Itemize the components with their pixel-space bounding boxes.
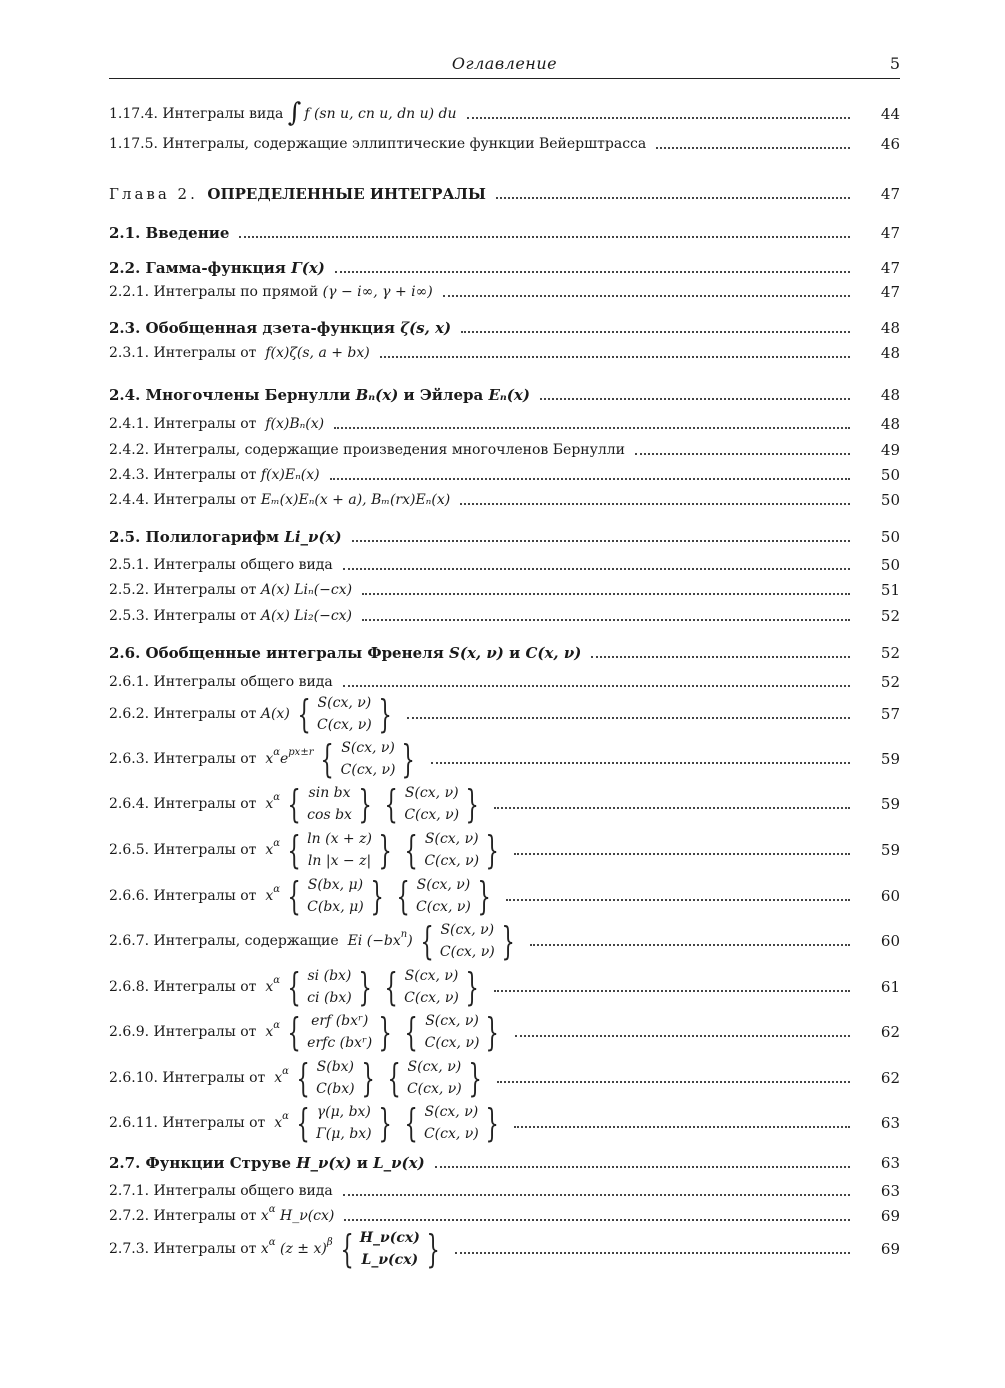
entry-formula-2: Eₙ(x): [488, 385, 530, 404]
leader-dots: [540, 398, 850, 400]
entry-page: 63: [880, 1181, 900, 1200]
entry-formula-2: L_ν(x): [373, 1153, 425, 1172]
leader-dots: [343, 685, 850, 687]
toc-entry[interactable]: [109, 828, 900, 872]
leader-dots: [460, 503, 850, 505]
entry-label: 2.4.1. Интегралы от: [109, 416, 257, 432]
entry-label-2: и Эйлера: [403, 385, 484, 404]
leader-dots: [431, 762, 850, 764]
entry-page: 63: [880, 1113, 900, 1132]
toc-entry[interactable]: [109, 1101, 900, 1145]
stack-top: S(bx): [316, 1059, 355, 1075]
leader-dots: [362, 619, 850, 621]
entry-prefix: x: [265, 842, 274, 858]
toc-section-entry[interactable]: [109, 317, 900, 339]
leader-dots: [352, 540, 850, 542]
entry-page: 47: [880, 258, 900, 277]
leader-dots: [514, 1126, 850, 1128]
toc-entry[interactable]: [109, 465, 900, 485]
leader-dots: [656, 147, 850, 149]
entry-formula: Γ(x): [291, 258, 325, 277]
toc-entry[interactable]: [109, 343, 900, 363]
leader-dots: [335, 271, 850, 273]
leader-dots: [461, 331, 850, 333]
entry-sup: α: [282, 1066, 289, 1077]
entry-sup: α: [273, 792, 280, 803]
entry-label: 2.6. Обобщенные интегралы Френеля: [109, 643, 444, 662]
entry-formula: f(x)ζ(s, a + bx): [265, 345, 370, 361]
entry-sup: α: [268, 1204, 276, 1215]
entry-sup: n: [400, 929, 408, 940]
entry-sup: α: [273, 747, 280, 758]
brace-stack: { S(cx, ν) C(cx, ν) }: [420, 919, 515, 963]
stack-bottom: L_ν(cx): [361, 1252, 419, 1268]
entry-formula: S(x, ν): [449, 643, 504, 662]
integral-sign: ∫: [287, 98, 302, 128]
entry-formula: f(x)Eₙ(x): [260, 467, 320, 483]
entry-label: 2.6.7. Интегралы, содержащие: [109, 933, 339, 949]
entry-sup: α: [273, 884, 280, 895]
brace-stack: { S(cx, ν) C(cx, ν) }: [396, 874, 491, 918]
toc-section-entry[interactable]: [109, 384, 900, 406]
stack-top: S(cx, ν): [440, 922, 495, 938]
entry-page: 60: [880, 931, 900, 950]
brace-stack: { S(bx, μ) C(bx, μ) }: [287, 874, 384, 918]
stack-bottom: C(cx, ν): [404, 807, 460, 823]
brace-stack: { S(cx, ν) C(cx, ν) }: [387, 1056, 482, 1100]
leader-dots: [494, 807, 850, 809]
entry-label: 2.6.11. Интегралы от: [109, 1115, 266, 1131]
toc-entry[interactable]: [109, 782, 900, 826]
leader-dots: [591, 656, 850, 658]
entry-prefix: x: [265, 751, 274, 767]
stack-bottom: C(cx, ν): [424, 853, 480, 869]
stack-top: S(cx, ν): [424, 1104, 479, 1120]
stack-bottom: ln |x − z|: [307, 853, 372, 869]
entry-page: 52: [880, 606, 900, 625]
toc-entry[interactable]: [109, 1010, 900, 1054]
entry-label: 2.2. Гамма-функция: [109, 258, 286, 277]
entry-formula: ζ(s, x): [400, 318, 452, 337]
entry-page: 50: [880, 465, 900, 484]
brace-stack: { S(cx, ν) C(cx, ν) }: [404, 1101, 499, 1145]
toc-entry[interactable]: [109, 440, 900, 460]
stack-bottom: C(cx, ν): [406, 1081, 462, 1097]
toc-entry[interactable]: [109, 1227, 900, 1271]
entry-page: 62: [880, 1022, 900, 1041]
entry-sup: α: [273, 838, 280, 849]
toc-entry[interactable]: [109, 737, 900, 781]
entry-page: 59: [880, 749, 900, 768]
entry-sup-2: β: [326, 1237, 333, 1248]
entry-label: 2.6.4. Интегралы от: [109, 796, 257, 812]
entry-prefix: x: [274, 1115, 283, 1131]
leader-dots: [494, 990, 850, 992]
header-page-number: 5: [889, 54, 900, 73]
entry-label: 2.7.2. Интегралы от: [109, 1208, 257, 1224]
chapter-prefix: Глава 2.: [109, 184, 198, 203]
leader-dots: [635, 453, 850, 455]
stack-top: S(cx, ν): [341, 740, 395, 756]
entry-label: 2.5.2. Интегралы от: [109, 582, 257, 598]
entry-label: 2.6.3. Интегралы от: [109, 751, 257, 767]
entry-label: 2.6.1. Интегралы общего вида: [109, 674, 333, 690]
brace-stack: { S(cx, ν) C(cx, ν) }: [404, 828, 499, 872]
stack-top: S(cx, ν): [404, 968, 459, 984]
entry-formula: Bₙ(x): [355, 385, 399, 404]
entry-prefix: Ei (−bx: [347, 933, 401, 949]
entry-label: 2.1. Введение: [109, 223, 230, 242]
toc-section-entry[interactable]: [109, 1152, 900, 1174]
entry-prefix: x: [260, 1208, 269, 1224]
entry-label: 2.6.2. Интегралы от: [109, 706, 257, 722]
entry-label: 2.2.1. Интегралы по прямой: [109, 284, 319, 300]
entry-page: 62: [880, 1068, 900, 1087]
stack-bottom: C(cx, ν): [340, 762, 396, 778]
toc-entry[interactable]: [109, 606, 900, 626]
entry-page: 63: [880, 1153, 900, 1172]
toc-entry[interactable]: [109, 414, 900, 434]
toc-section-entry[interactable]: [109, 526, 900, 548]
leader-dots: [497, 1081, 850, 1083]
stack-bottom: ci (bx): [307, 990, 352, 1006]
leader-dots: [467, 117, 850, 119]
entry-page: 52: [880, 643, 900, 662]
stack-top: erf (bxʳ): [311, 1013, 369, 1029]
entry-label: 2.5.1. Интегралы общего вида: [109, 557, 333, 573]
toc-entry[interactable]: [109, 1205, 900, 1227]
brace-stack: { erf (bxʳ) erfc (bxʳ) }: [287, 1010, 393, 1054]
entry-label-2: и: [509, 643, 521, 662]
leader-dots: [343, 1194, 850, 1196]
entry-label: 2.4. Многочлены Бернулли: [109, 385, 351, 404]
brace-stack: { S(cx, ν) C(cx, ν) }: [384, 965, 479, 1009]
entry-label: 2.3. Обобщенная дзета-функция: [109, 318, 395, 337]
stack-bottom: C(cx, ν): [416, 899, 471, 915]
stack-top: ln (x + z): [307, 831, 372, 847]
brace-stack: { S(cx, ν) C(cx, ν) }: [384, 782, 479, 826]
toc-entry[interactable]: [109, 672, 900, 692]
entry-label: 2.6.8. Интегралы от: [109, 979, 257, 995]
entry-label: 2.5.3. Интегралы от: [109, 608, 257, 624]
entry-prefix-2: (z ± x): [279, 1241, 327, 1257]
entry-label: 1.17.4. Интегралы вида: [109, 106, 284, 122]
entry-prefix-2: e: [279, 751, 289, 767]
entry-label: 2.4.3. Интегралы от: [109, 467, 257, 483]
entry-label: 2.4.4. Интегралы от: [109, 492, 257, 508]
toc-entry[interactable]: [109, 490, 900, 510]
brace-stack: { S(cx, ν) C(cx, ν) }: [320, 737, 416, 781]
chapter-title: ОПРЕДЕЛЕННЫЕ ИНТЕГРАЛЫ: [207, 184, 486, 203]
stack-top: S(cx, ν): [424, 831, 479, 847]
entry-page: 51: [880, 580, 900, 599]
entry-page: 46: [880, 134, 900, 153]
header-title: Оглавление: [451, 54, 558, 73]
leader-dots: [380, 356, 850, 358]
toc-section-entry[interactable]: [109, 257, 900, 279]
entry-page: 61: [880, 977, 900, 996]
stack-top: H_ν(cx): [359, 1230, 420, 1246]
entry-label: 2.6.6. Интегралы от: [109, 888, 257, 904]
stack-bottom: cos bx: [307, 807, 352, 823]
stack-bottom: C(cx, ν): [439, 944, 495, 960]
entry-sup: α: [273, 1020, 280, 1031]
entry-label: 2.6.5. Интегралы от: [109, 842, 257, 858]
leader-dots: [407, 717, 850, 719]
entry-page: 47: [880, 282, 900, 301]
toc-entry[interactable]: [109, 580, 900, 600]
entry-label: 2.7.1. Интегралы общего вида: [109, 1183, 333, 1199]
entry-prefix: x: [265, 796, 274, 812]
leader-dots: [435, 1166, 850, 1168]
leader-dots: [239, 236, 850, 238]
entry-label: 2.5. Полилогарифм: [109, 527, 280, 546]
toc-entry[interactable]: [109, 692, 900, 736]
stack-top: γ(μ, bx): [316, 1104, 371, 1120]
stack-top: S(bx, μ): [307, 877, 364, 893]
entry-label: 2.4.2. Интегралы, содержащие произведения многочленов Бернулли: [109, 442, 625, 458]
toc-section-entry[interactable]: [109, 222, 900, 244]
stack-top: sin bx: [308, 785, 351, 801]
running-header: [109, 50, 900, 79]
entry-page: 50: [880, 490, 900, 509]
leader-dots: [506, 899, 850, 901]
entry-formula: Eₘ(x)Eₙ(x + a), Bₘ(rx)Eₙ(x): [260, 492, 451, 508]
entry-label: 2.7. Функции Струве: [109, 1153, 292, 1172]
entry-page: 69: [880, 1206, 900, 1225]
leader-dots: [515, 1035, 850, 1037]
entry-page: 47: [880, 184, 900, 203]
entry-prefix: x: [260, 1241, 269, 1257]
entry-page: 59: [880, 794, 900, 813]
toc-entry[interactable]: [109, 1056, 900, 1100]
brace-stack: { γ(μ, bx) Γ(μ, bx) }: [296, 1101, 392, 1145]
entry-sup: α: [273, 975, 280, 986]
stack-bottom: C(cx, ν): [404, 990, 459, 1006]
leader-dots: [443, 295, 850, 297]
entry-page: 47: [880, 223, 900, 242]
entry-prefix: x: [265, 888, 274, 904]
stack-top: S(cx, ν): [407, 1059, 462, 1075]
entry-formula: Li_ν(x): [284, 527, 342, 546]
entry-formula: f(x)Bₙ(x): [265, 416, 325, 432]
entry-page: 69: [880, 1239, 900, 1258]
entry-formula: A(x) Liₙ(−cx): [260, 582, 353, 598]
entry-page: 44: [880, 104, 900, 123]
entry-label: 2.7.3. Интегралы от: [109, 1241, 257, 1257]
entry-prefix: x: [265, 1024, 274, 1040]
toc-entry[interactable]: [109, 874, 900, 918]
entry-formula: A(x) Li₂(−cx): [260, 608, 353, 624]
entry-formula-2: C(x, ν): [525, 643, 582, 662]
entry-page: 57: [880, 704, 900, 723]
entry-page: 50: [880, 527, 900, 546]
entry-label: 2.3.1. Интегралы от: [109, 345, 257, 361]
toc-entry[interactable]: [109, 282, 900, 302]
entry-prefix: x: [265, 979, 274, 995]
entry-label: 2.6.10. Интегралы от: [109, 1070, 266, 1086]
leader-dots: [330, 478, 850, 480]
entry-sup: α: [282, 1111, 289, 1122]
leader-dots: [530, 944, 850, 946]
entry-formula: f (sn u, cn u, dn u) du: [304, 106, 457, 122]
entry-page: 52: [880, 672, 900, 691]
toc-chapter-entry[interactable]: [109, 183, 900, 205]
entry-page: 48: [880, 343, 900, 362]
leader-dots: [334, 427, 850, 429]
toc-entry[interactable]: [109, 965, 900, 1009]
toc-entry[interactable]: [109, 1181, 900, 1201]
entry-sup-2: px±r: [288, 747, 314, 758]
brace-stack: { S(cx, ν) C(cx, ν) }: [297, 692, 392, 736]
entry-page: 48: [880, 414, 900, 433]
brace-stack: { H_ν(cx) L_ν(cx) }: [340, 1227, 440, 1271]
entry-formula: (γ − i∞, γ + i∞): [322, 284, 433, 300]
entry-prefix-close: ): [407, 933, 413, 949]
entry-page: 50: [880, 555, 900, 574]
entry-page: 60: [880, 886, 900, 905]
entry-page: 48: [880, 318, 900, 337]
entry-page: 59: [880, 840, 900, 859]
brace-stack: { S(cx, ν) C(cx, ν) }: [404, 1010, 500, 1054]
stack-top: S(cx, ν): [404, 785, 459, 801]
leader-dots: [362, 593, 850, 595]
stack-bottom: Γ(μ, bx): [316, 1126, 372, 1142]
brace-stack: { ln (x + z) ln |x − z| }: [287, 828, 392, 872]
entry-formula: H_ν(cx): [279, 1208, 335, 1224]
stack-top: S(cx, ν): [317, 695, 372, 711]
entry-page: 48: [880, 385, 900, 404]
entry-label-2: и: [356, 1153, 368, 1172]
toc-entry[interactable]: [109, 98, 900, 128]
entry-label: 1.17.5. Интегралы, содержащие эллиптические функции Вейерштрасса: [109, 136, 647, 152]
leader-dots: [514, 853, 850, 855]
stack-bottom: C(cx, ν): [424, 1035, 480, 1051]
brace-stack: { S(bx) C(bx) }: [296, 1056, 375, 1100]
stack-bottom: C(cx, ν): [316, 717, 372, 733]
leader-dots: [455, 1252, 850, 1254]
leader-dots: [496, 197, 850, 199]
stack-top: S(cx, ν): [416, 877, 471, 893]
leader-dots: [344, 1219, 850, 1221]
entry-page: 49: [880, 440, 900, 459]
stack-bottom: C(bx): [316, 1081, 355, 1097]
toc-entry[interactable]: [109, 134, 900, 154]
brace-stack: { si (bx) ci (bx) }: [287, 965, 372, 1009]
entry-prefix: A(x): [260, 706, 290, 722]
toc-entry[interactable]: [109, 555, 900, 575]
entry-prefix: x: [274, 1070, 283, 1086]
stack-top: S(cx, ν): [425, 1013, 479, 1029]
entry-sup: α: [268, 1237, 276, 1248]
entry-label: 2.6.9. Интегралы от: [109, 1024, 257, 1040]
toc-section-entry[interactable]: [109, 642, 900, 664]
leader-dots: [343, 568, 850, 570]
stack-bottom: C(cx, ν): [423, 1126, 479, 1142]
stack-top: si (bx): [307, 968, 352, 984]
stack-bottom: erfc (bxʳ): [307, 1035, 373, 1051]
entry-formula: H_ν(x): [296, 1153, 352, 1172]
toc-entry[interactable]: [109, 919, 900, 963]
brace-stack: { sin bx cos bx }: [287, 782, 372, 826]
stack-bottom: C(bx, μ): [307, 899, 364, 915]
